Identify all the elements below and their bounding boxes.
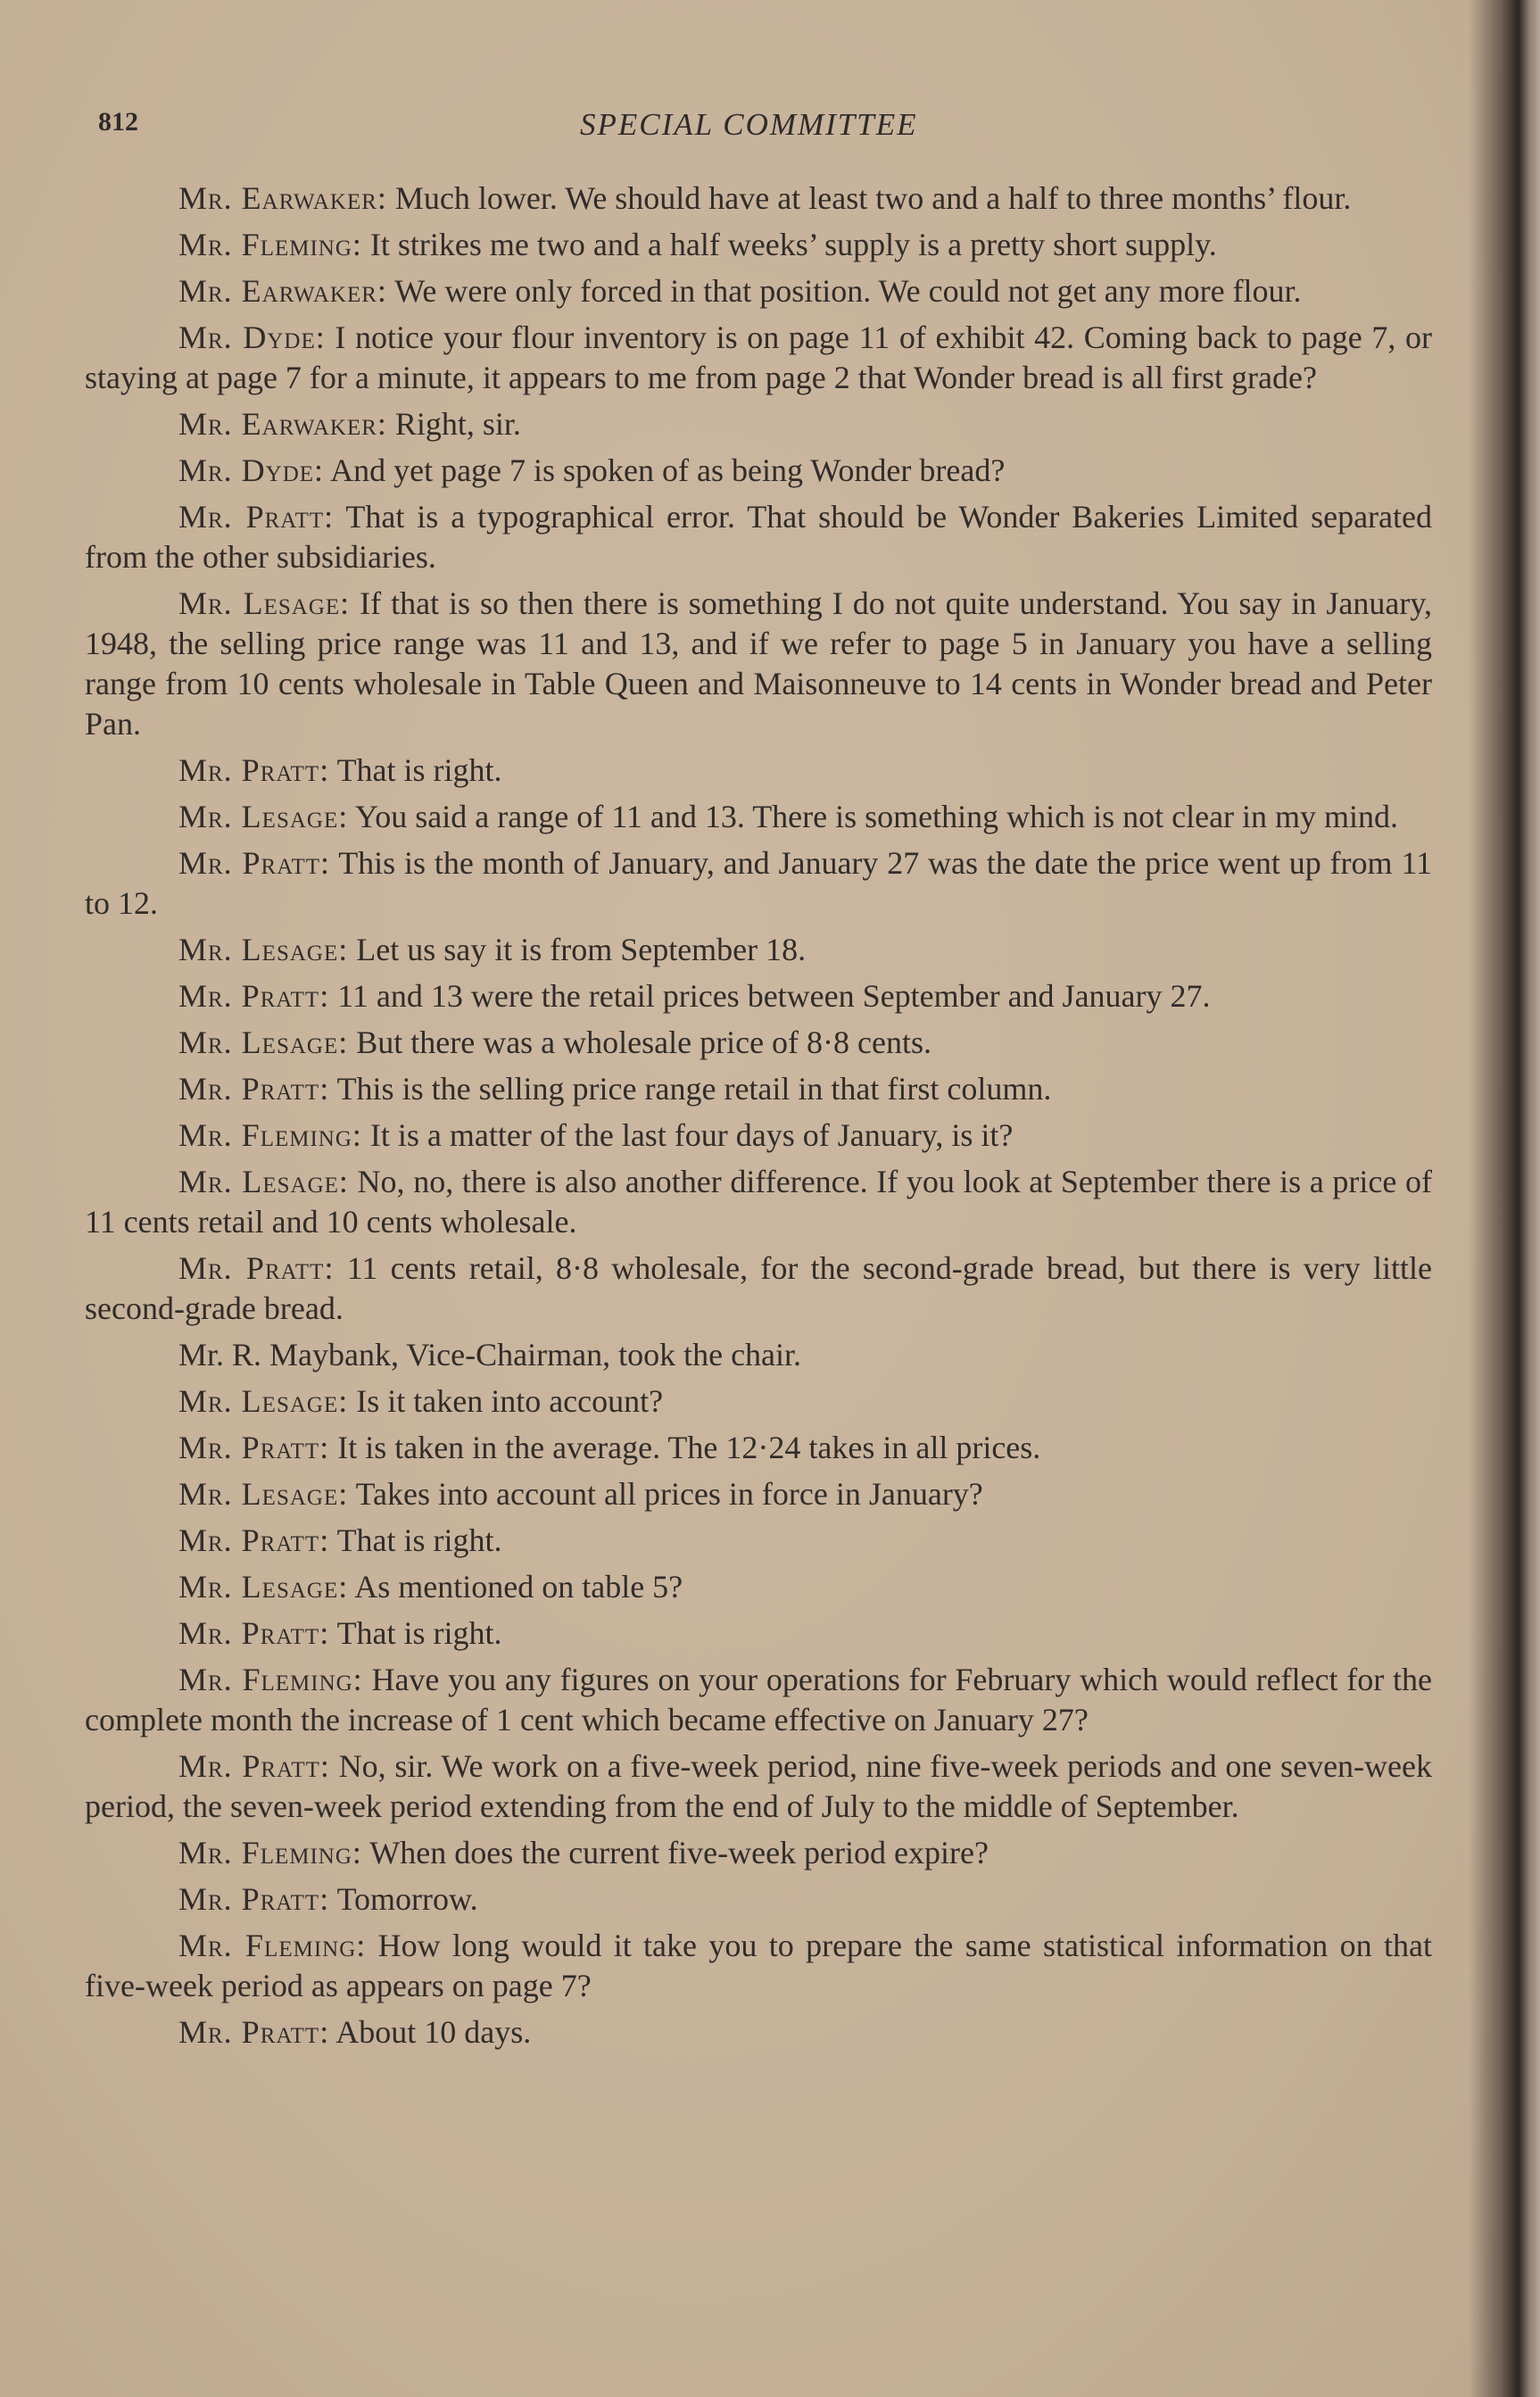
transcript-paragraph bbox=[85, 497, 1432, 577]
paragraph-text: We were only forced in that position. We could not get any more flour. bbox=[386, 273, 1302, 309]
speaker-name: Mr. Pratt: bbox=[178, 1615, 330, 1651]
speaker-name: Mr. Lesage: bbox=[178, 932, 349, 967]
speaker-name: Mr. Lesage: bbox=[178, 799, 349, 834]
paragraph-text: But there was a wholesale price of 8·8 cents. bbox=[348, 1024, 931, 1060]
speaker-name: Mr. Pratt: bbox=[178, 1071, 330, 1107]
paragraph-text: That is right. bbox=[329, 1522, 502, 1558]
speaker-name: Mr. Pratt: bbox=[178, 1881, 330, 1917]
transcript-paragraph bbox=[85, 1248, 1432, 1329]
speaker-name: Mr. Fleming: bbox=[178, 1117, 362, 1153]
speaker-name: Mr. Dyde: bbox=[178, 452, 325, 488]
paragraph-text: 11 and 13 were the retail prices between September and January 27. bbox=[329, 978, 1211, 1014]
transcript-paragraph bbox=[85, 1162, 1432, 1242]
transcript-paragraph bbox=[85, 225, 1432, 265]
speaker-name: Mr. Pratt: bbox=[178, 1430, 330, 1465]
paragraph-text: That is right. bbox=[329, 752, 502, 788]
transcript-paragraph bbox=[85, 318, 1432, 398]
transcript-paragraph bbox=[85, 1567, 1432, 1607]
transcript-paragraph bbox=[85, 1613, 1432, 1654]
paragraph-text: This is the month of January, and January 27 was the date the price went up from 11 to 12. bbox=[85, 845, 1432, 921]
paragraph-text: Takes into account all prices in force in January? bbox=[348, 1476, 983, 1512]
speaker-name: Mr. Lesage: bbox=[178, 585, 351, 621]
paragraph-text: That is a typographical error. That should be Wonder Bakeries Limited separated from the other subsidiaries. bbox=[85, 499, 1432, 575]
transcript-paragraph bbox=[85, 178, 1432, 219]
speaker-name: Mr. Lesage: bbox=[178, 1164, 349, 1199]
transcript-paragraph bbox=[85, 1833, 1432, 1873]
speaker-name: Mr. Pratt: bbox=[178, 1250, 335, 1286]
speaker-name: Mr. Earwaker: bbox=[178, 406, 387, 442]
paragraph-text: It is taken in the average. The 12·24 takes in all prices. bbox=[329, 1430, 1041, 1465]
paragraph-text: About 10 days. bbox=[329, 2014, 532, 2050]
paragraph-text: It is a matter of the last four days of January, is it? bbox=[361, 1117, 1014, 1153]
running-head: SPECIAL COMMITTEE bbox=[580, 107, 918, 142]
transcript-paragraph bbox=[85, 1926, 1432, 2006]
paragraph-text: Let us say it is from September 18. bbox=[348, 932, 807, 967]
paragraph-text: I notice your flour inventory is on page 11 of exhibit 42. Coming back to page 7, or staying at page 7 for a minute, it appears to me from page 2 that Wonder bread is all first grade? bbox=[85, 319, 1432, 395]
paragraph-text: Right, sir. bbox=[386, 406, 521, 442]
speaker-name: Mr. Pratt: bbox=[178, 1748, 330, 1784]
transcript-paragraph bbox=[85, 843, 1432, 924]
book-gutter-shadow bbox=[1469, 0, 1540, 2397]
paragraph-text: It strikes me two and a half weeks’ supply is a pretty short supply. bbox=[361, 227, 1217, 262]
transcript-paragraph bbox=[85, 1116, 1432, 1156]
paragraph-text: Tomorrow. bbox=[329, 1881, 478, 1917]
paragraph-text: That is right. bbox=[329, 1615, 502, 1651]
paragraph-text: This is the selling price range retail in that first column. bbox=[329, 1071, 1052, 1107]
transcript-paragraph bbox=[85, 1474, 1432, 1514]
transcript-paragraph bbox=[85, 404, 1432, 444]
speaker-name: Mr. Pratt: bbox=[178, 845, 331, 881]
transcript-paragraph bbox=[85, 930, 1432, 970]
transcript-paragraph bbox=[85, 1660, 1432, 1740]
transcript-paragraph bbox=[85, 451, 1432, 491]
transcript-paragraph bbox=[85, 1381, 1432, 1422]
paragraph-text: Mr. R. Maybank, Vice-Chairman, took the chair. bbox=[178, 1337, 802, 1373]
speaker-name: Mr. Dyde: bbox=[178, 319, 326, 355]
speaker-name: Mr. Fleming: bbox=[178, 1835, 362, 1870]
speaker-name: Mr. Earwaker: bbox=[178, 180, 387, 216]
speaker-name: Mr. Earwaker: bbox=[178, 273, 387, 309]
paragraph-text: Have you any figures on your operations for February which would reflect for the complete month the increase of 1 cent which became effective on January 27? bbox=[85, 1662, 1432, 1738]
transcript-paragraph bbox=[85, 1023, 1432, 1063]
transcript-paragraph bbox=[85, 797, 1432, 837]
speaker-name: Mr. Fleming: bbox=[178, 1928, 367, 1963]
page-number: 812 bbox=[98, 107, 138, 137]
paragraph-text: When does the current five-week period expire? bbox=[361, 1835, 989, 1870]
page-header bbox=[98, 107, 1437, 152]
paragraph-text: As mentioned on table 5? bbox=[348, 1569, 683, 1605]
transcript-paragraph bbox=[85, 1879, 1432, 1920]
transcript-paragraph bbox=[85, 2012, 1432, 2053]
paragraph-text: How long would it take you to prepare the same statistical information on that five-week period as appears on page 7? bbox=[85, 1928, 1432, 2003]
speaker-name: Mr. Pratt: bbox=[178, 752, 330, 788]
transcript-paragraph bbox=[85, 1746, 1432, 1827]
transcript-paragraph bbox=[85, 1521, 1432, 1561]
transcript-paragraph bbox=[85, 271, 1432, 311]
paragraph-text: No, no, there is also another difference. If you look at September there is a price of 11 cents retail and 10 cents wholesale. bbox=[85, 1164, 1432, 1240]
speaker-name: Mr. Lesage: bbox=[178, 1476, 349, 1512]
speaker-name: Mr. Pratt: bbox=[178, 1522, 330, 1558]
speaker-name: Mr. Lesage: bbox=[178, 1569, 349, 1605]
transcript-paragraph bbox=[85, 584, 1432, 744]
speaker-name: Mr. Fleming: bbox=[178, 227, 362, 262]
speaker-name: Mr. Fleming: bbox=[178, 1662, 363, 1697]
speaker-name: Mr. Lesage: bbox=[178, 1024, 349, 1060]
paragraph-text: You said a range of 11 and 13. There is something which is not clear in my mind. bbox=[348, 799, 1399, 834]
transcript-paragraph bbox=[85, 1069, 1432, 1109]
paragraph-text: And yet page 7 is spoken of as being Wonder bread? bbox=[324, 452, 1006, 488]
transcript-paragraph bbox=[85, 1428, 1432, 1468]
transcript-paragraph bbox=[85, 751, 1432, 791]
speaker-name: Mr. Pratt: bbox=[178, 499, 335, 535]
paragraph-text: No, sir. We work on a five-week period, nine five-week periods and one seven-week period, the seven-week period extending from the end of July to the middle of September. bbox=[85, 1748, 1432, 1824]
stage-direction bbox=[85, 1335, 1432, 1375]
paragraph-text: If that is so then there is something I do not quite understand. You say in January, 1948, the selling price range was 11 and 13, and if we refer to page 5 in January you have a selling range from 10 cents wholesale in Table Queen and Maisonneuve to 14 cents in Wonder bread and Peter Pan. bbox=[85, 585, 1433, 742]
transcript-body bbox=[85, 178, 1432, 2059]
speaker-name: Mr. Pratt: bbox=[178, 978, 330, 1014]
transcript-paragraph bbox=[85, 976, 1432, 1016]
speaker-name: Mr. Pratt: bbox=[178, 2014, 330, 2050]
paragraph-text: Much lower. We should have at least two and a half to three months’ flour. bbox=[386, 180, 1352, 216]
speaker-name: Mr. Lesage: bbox=[178, 1383, 349, 1419]
paragraph-text: 11 cents retail, 8·8 wholesale, for the second-grade bread, but there is very little second-grade bread. bbox=[85, 1250, 1432, 1326]
paragraph-text: Is it taken into account? bbox=[348, 1383, 664, 1419]
